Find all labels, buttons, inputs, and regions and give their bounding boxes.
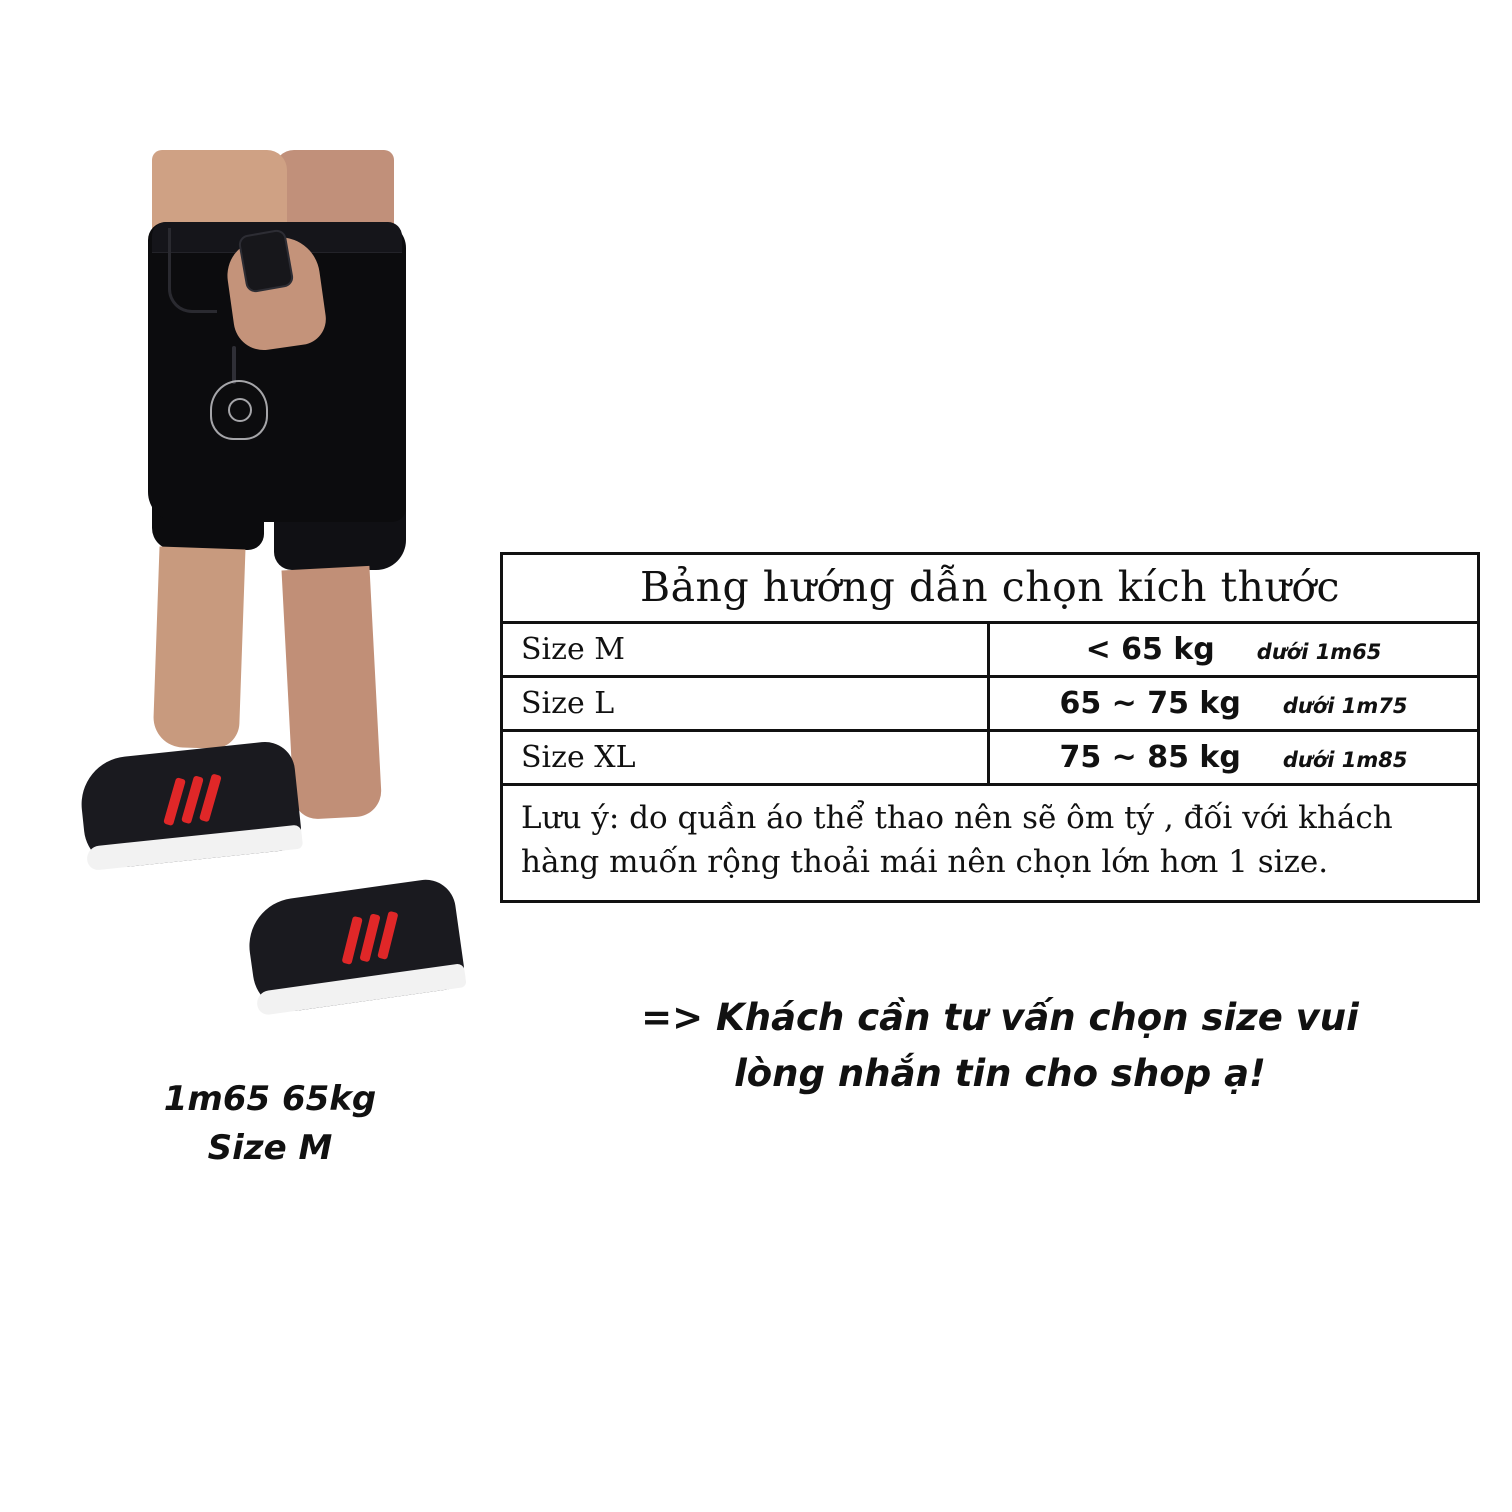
model-shin-right — [282, 566, 383, 820]
brand-logo-print — [210, 380, 268, 440]
size-chart-title: Bảng hướng dẫn chọn kích thước — [503, 555, 1477, 624]
sneaker-left — [77, 739, 303, 871]
caption-size: Size M — [207, 1128, 333, 1169]
wrist-watch — [237, 228, 294, 293]
table-row — [503, 624, 1477, 678]
sneaker-sole — [86, 825, 303, 871]
size-label-xl: Size XL — [503, 732, 990, 783]
size-label-m: Size M — [503, 624, 990, 675]
size-spec-xl — [990, 732, 1477, 783]
table-row — [503, 678, 1477, 732]
size-spec-l — [990, 678, 1477, 729]
weight-range-l: 65 ~ 75 kg — [1059, 686, 1241, 721]
product-photo — [60, 150, 480, 1070]
size-chart-table — [500, 552, 1480, 903]
cta-line-1: => Khách cần tư vấn chọn size vui — [641, 996, 1359, 1039]
cta-line-2: lòng nhắn tin cho shop ạ! — [734, 1051, 1266, 1095]
sneaker-stripe — [377, 911, 398, 960]
height-range-l: dưới 1m75 — [1282, 694, 1408, 718]
height-range-xl: dưới 1m85 — [1282, 748, 1408, 772]
height-range-m: dưới 1m65 — [1256, 640, 1382, 664]
weight-range-xl: 75 ~ 85 kg — [1059, 740, 1241, 775]
drawstring — [168, 228, 217, 313]
weight-range-m: < 65 kg — [1085, 632, 1215, 667]
sneaker-right — [243, 876, 467, 1016]
model-shin-left — [153, 547, 246, 750]
contact-shop-callout — [560, 990, 1440, 1101]
size-spec-m — [990, 624, 1477, 675]
caption-measurements: 1m65 65kg — [163, 1079, 377, 1119]
photo-caption — [60, 1075, 480, 1174]
table-row — [503, 732, 1477, 786]
sneaker-sole — [255, 963, 466, 1016]
size-chart-note: Lưu ý: do quần áo thể thao nên sẽ ôm tý , đối với khách hàng muốn rộng thoải mái nên chọn lớn hơn 1 size. — [521, 800, 1393, 881]
zipper-pull — [232, 346, 236, 384]
size-label-l: Size L — [503, 678, 990, 729]
